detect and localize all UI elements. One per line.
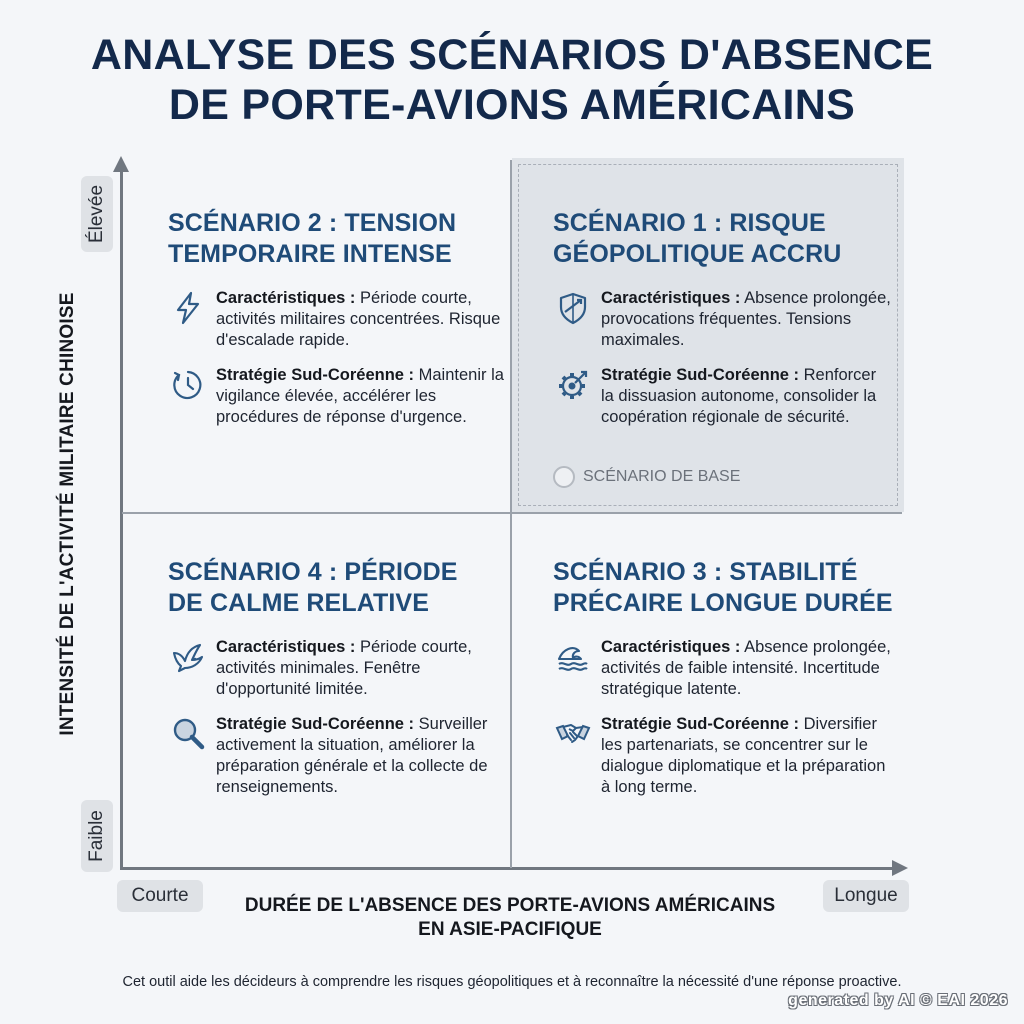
x-axis-title-line1: DURÉE DE L'ABSENCE DES PORTE-AVIONS AMÉRICAINS	[244, 895, 776, 916]
scenario-2-strategy-text: Stratégie Sud-Coréenne : Maintenir la vigilance élevée, accélérer les procédures de réponse d'urgence.	[216, 366, 504, 426]
y-axis-high-label	[81, 176, 113, 252]
y-axis-high-text: Élevée	[86, 184, 108, 244]
x-axis-title	[210, 894, 810, 942]
scenario-1-characteristics	[553, 288, 893, 351]
page-title-line2: DE PORTE-AVIONS AMÉRICAINS	[168, 81, 856, 129]
scenario-4-characteristics	[168, 637, 508, 700]
scenario-2-characteristics	[168, 288, 508, 351]
scenario-4-title-line2: DE CALME RELATIVE	[168, 589, 429, 617]
scenario-1-characteristics-text: Caractéristiques : Absence prolongée, provocations fréquentes. Tensions maximales.	[601, 289, 891, 349]
scenario-4-characteristics-text: Caractéristiques : Période courte, activités minimales. Fenêtre d'opportunité limitée.	[216, 638, 472, 698]
scenario-4-quadrant	[168, 557, 508, 812]
scenario-3-title	[553, 557, 893, 619]
scenario-1-title-line2: GÉOPOLITIQUE ACCRU	[553, 240, 842, 268]
scenario-2-title-line1: SCÉNARIO 2 : TENSION	[168, 209, 457, 237]
footer-note: Cet outil aide les décideurs à comprendre les risques géopolitiques et à reconnaître la nécessité d'une réponse proactive.	[122, 974, 902, 990]
scenario-3-characteristics-text: Caractéristiques : Absence prolongée, activités de faible intensité. Incertitude stratégique latente.	[601, 638, 891, 698]
handshake-icon	[553, 714, 593, 754]
scenario-4-strategy-text: Stratégie Sud-Coréenne : Surveiller activement la situation, améliorer la préparation générale et la collecte de renseignements.	[216, 715, 488, 796]
page-title-line1: ANALYSE DES SCÉNARIOS D'ABSENCE	[90, 31, 934, 79]
scenario-3-characteristics	[553, 637, 893, 700]
scenario-3-strategy	[553, 714, 893, 798]
scenario-1-strategy-text: Stratégie Sud-Coréenne : Renforcer la dissuasion autonome, consolider la coopération régionale de sécurité.	[601, 366, 877, 426]
dove-icon	[168, 637, 208, 677]
x-axis-low-label: Courte	[117, 880, 203, 912]
vertical-divider	[510, 160, 512, 868]
horizontal-divider	[122, 512, 902, 514]
scenario-3-strategy-text: Stratégie Sud-Coréenne : Diversifier les partenariats, se concentrer sur le dialogue diplomatique et la préparation à long terme.	[601, 715, 886, 796]
clock-icon	[168, 365, 208, 405]
scenario-1-quadrant	[553, 208, 893, 442]
scenario-2-title-line2: TEMPORAIRE INTENSE	[168, 240, 452, 268]
lightning-icon	[168, 288, 208, 328]
scenario-1-strategy	[553, 365, 893, 428]
scenario-3-title-line1: SCÉNARIO 3 : STABILITÉ	[553, 558, 858, 586]
ai-watermark: generated by AI © EAI 2026	[788, 992, 1008, 1009]
scenario-3-quadrant	[553, 557, 893, 812]
y-axis-arrow-icon	[113, 156, 129, 172]
base-scenario-text: SCÉNARIO DE BASE	[583, 468, 741, 485]
y-axis-line	[120, 170, 123, 870]
x-axis-title-line2: EN ASIE-PACIFIQUE	[418, 919, 602, 940]
y-axis-title-text: INTENSITÉ DE L'ACTIVITÉ MILITAIRE CHINOISE	[57, 292, 78, 736]
scenario-3-title-line2: PRÉCAIRE LONGUE DURÉE	[553, 589, 893, 617]
shield-target-icon	[553, 288, 593, 328]
scenario-2-title	[168, 208, 508, 270]
scenario-2-strategy	[168, 365, 508, 428]
y-axis-low-label	[81, 800, 113, 872]
x-axis-line	[120, 867, 895, 870]
page-title	[0, 30, 1024, 130]
gear-arrow-icon	[553, 365, 593, 405]
x-axis-arrow-icon	[892, 860, 908, 876]
scenario-1-title	[553, 208, 893, 270]
scenario-1-title-line1: SCÉNARIO 1 : RISQUE	[553, 209, 826, 237]
scenario-4-strategy	[168, 714, 508, 798]
scenario-2-characteristics-text: Caractéristiques : Période courte, activités militaires concentrées. Risque d'escalade rapide.	[216, 289, 501, 349]
scenario-2-quadrant	[168, 208, 508, 442]
magnifier-icon	[168, 714, 208, 754]
scenario-4-title	[168, 557, 508, 619]
wave-icon	[553, 637, 593, 677]
x-axis-high-label: Longue	[823, 880, 909, 912]
base-scenario-radio-icon	[553, 466, 575, 488]
scenario-4-title-line1: SCÉNARIO 4 : PÉRIODE	[168, 558, 458, 586]
base-scenario-badge	[553, 466, 740, 488]
y-axis-low-text: Faible	[86, 810, 107, 862]
